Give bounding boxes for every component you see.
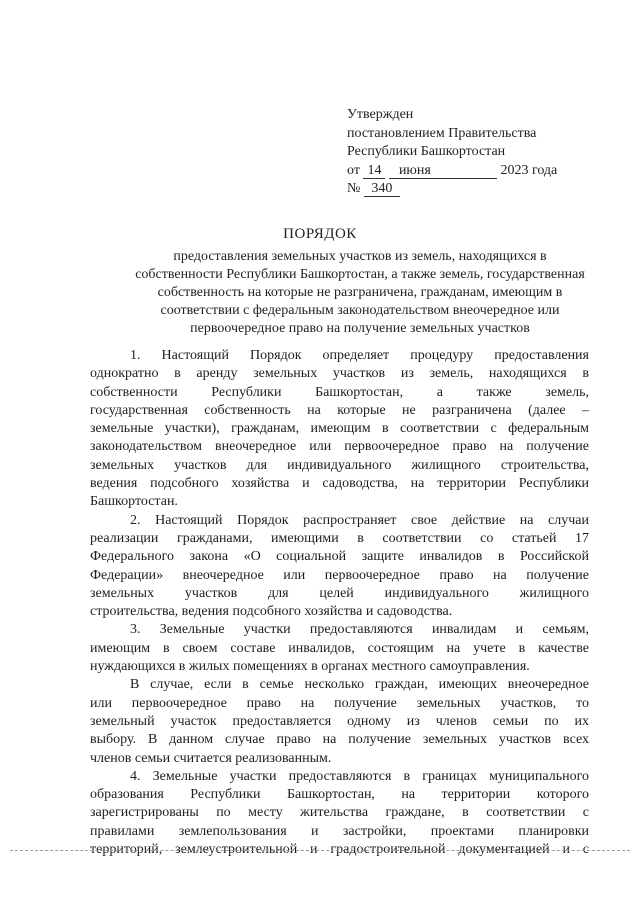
- document-title: ПОРЯДОК: [283, 226, 357, 242]
- subtitle-line: соответствии с федеральным законодательством внеочередное или: [160, 303, 560, 318]
- approval-line-approved: Утвержден: [347, 107, 414, 122]
- text-line: имеющим в своем составе инвалидов, состоящим на учете в качестве: [90, 640, 589, 656]
- text-line: земельных участков для индивидуального жилищного строительства,: [90, 457, 589, 473]
- approval-day: 14: [363, 163, 385, 179]
- document-body: [90, 347, 589, 859]
- approval-number-prefix: №: [347, 181, 361, 196]
- text-line: законодательством внеочередное или первоочередное право на получение: [90, 439, 589, 455]
- paragraph: [90, 347, 589, 512]
- text-line: земельные участки), гражданам, имеющим в соответствии с федеральным: [90, 421, 589, 437]
- approval-stamp: [347, 106, 557, 199]
- text-line: территорий, землеустроительной и градостроительной документацией и с: [90, 842, 589, 858]
- text-line: строительства, ведения подсобного хозяйства и садоводства.: [90, 604, 453, 620]
- paragraph: [90, 768, 589, 859]
- text-line: реализации гражданами, имеющими в соответствии со статьей 17: [90, 530, 589, 546]
- text-line: или первоочередное право на получение земельных участков, то: [90, 695, 589, 711]
- text-line: 2. Настоящий Порядок распространяет свое действие на случаи: [130, 512, 589, 528]
- text-line: Башкортостан.: [90, 494, 178, 510]
- text-line: 4. Земельные участки предоставляются в границах муниципального: [130, 768, 589, 784]
- text-line: правилами землепользования и застройки, проектами планировки: [90, 823, 589, 839]
- text-line: В случае, если в семье несколько граждан, имеющих внеочередное: [130, 677, 589, 693]
- paragraph: [90, 512, 589, 622]
- text-line: однократно в аренду земельных участков из земель, находящихся в: [90, 366, 589, 382]
- text-line: Федерального закона «О социальной защите инвалидов в Российской: [90, 549, 589, 565]
- text-line: образования Республики Башкортостан, на территории которого: [90, 787, 589, 803]
- text-line: земельный участок предоставляется одному из членов семьи по их: [90, 713, 589, 729]
- paragraph: [90, 621, 589, 676]
- approval-number: [347, 180, 557, 199]
- approval-date: [347, 162, 557, 181]
- page-bottom-divider: [10, 850, 630, 851]
- approval-month: июня: [389, 163, 497, 179]
- subtitle-line: собственность на которые не разграничена, гражданам, имеющим в: [157, 285, 563, 300]
- text-line: ведения подсобного хозяйства и садоводства, на территории Республики: [90, 476, 589, 492]
- paragraph: [90, 676, 589, 767]
- subtitle-line: собственности Республики Башкортостан, а также земель, государственная: [135, 267, 585, 282]
- approval-number-value: 340: [364, 181, 400, 197]
- approval-year: 2023 года: [500, 162, 558, 178]
- text-line: Федерации» внеочередное или первоочередное право на получение: [90, 567, 589, 583]
- text-line: государственная собственность на которые не разграничена (далее –: [90, 402, 589, 418]
- subtitle-line: первоочередное право на получение земельных участков: [190, 321, 530, 336]
- text-line: членов семьи считается реализованным.: [90, 750, 332, 766]
- approval-line-government: Республики Башкортостан: [347, 144, 506, 159]
- text-line: выбору. В данном случае право на получение земельных участков всех: [90, 732, 589, 748]
- approval-line-decree: постановлением Правительства: [347, 125, 537, 141]
- text-line: зарегистрированы по месту жительства граждане, в соответствии с: [90, 805, 589, 821]
- subtitle-line: предоставления земельных участков из земель, находящихся в: [173, 249, 547, 264]
- text-line: нуждающихся в жилых помещениях в органах местного самоуправления.: [90, 659, 530, 675]
- document-subtitle: [100, 248, 620, 338]
- text-line: 1. Настоящий Порядок определяет процедуру предоставления: [130, 348, 589, 363]
- text-line: 3. Земельные участки предоставляются инвалидам и семьям,: [130, 622, 589, 638]
- text-line: собственности Республики Башкортостан, а также земель,: [90, 384, 589, 400]
- approval-date-prefix: от: [347, 162, 360, 178]
- text-line: земельных участков для целей индивидуального жилищного: [90, 585, 589, 601]
